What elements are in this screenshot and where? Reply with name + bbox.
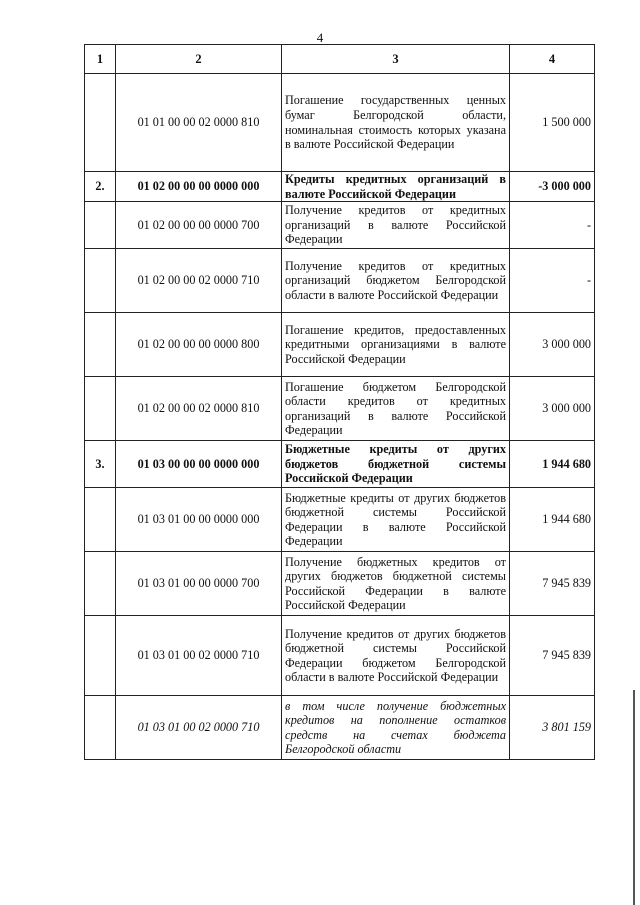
column-header-number: 1 xyxy=(85,45,116,74)
amount-cell: 3 000 000 xyxy=(510,377,595,441)
amount-cell: - xyxy=(510,202,595,249)
description-cell: Кредиты кредитных организаций в валюте Российской Федерации xyxy=(282,172,510,202)
table-row xyxy=(85,249,595,313)
row-number-cell xyxy=(85,488,116,552)
budget-code-cell: 01 03 00 00 00 0000 000 xyxy=(116,441,282,488)
column-header-amount: 4 xyxy=(510,45,595,74)
budget-code-cell: 01 03 01 00 00 0000 700 xyxy=(116,552,282,616)
budget-code-cell: 01 02 00 00 02 0000 710 xyxy=(116,249,282,313)
description-cell: Погашение государственных ценных бумаг Белгородской области, номинальная стоимость которых указана в валюте Российской Федерации xyxy=(282,74,510,172)
table-row xyxy=(85,441,595,488)
row-number-cell: 3. xyxy=(85,441,116,488)
amount-cell: 7 945 839 xyxy=(510,616,595,696)
amount-cell: 7 945 839 xyxy=(510,552,595,616)
table-body xyxy=(85,74,595,760)
scan-edge-mark xyxy=(633,690,635,905)
description-cell: Получение кредитов от других бюджетов бюджетной системы Российской Федерации бюджетом Белгородской области в валюте Российской Федерации xyxy=(282,616,510,696)
row-number-cell xyxy=(85,696,116,760)
row-number-cell xyxy=(85,202,116,249)
table-row xyxy=(85,377,595,441)
table-row xyxy=(85,74,595,172)
column-header-code: 2 xyxy=(116,45,282,74)
table-header-row xyxy=(85,45,595,74)
budget-code-cell: 01 03 01 00 02 0000 710 xyxy=(116,696,282,760)
row-number-cell xyxy=(85,377,116,441)
table-row xyxy=(85,202,595,249)
amount-cell: -3 000 000 xyxy=(510,172,595,202)
description-cell: Бюджетные кредиты от других бюджетов бюджетной системы Российской Федерации xyxy=(282,441,510,488)
budget-code-cell: 01 02 00 00 00 0000 700 xyxy=(116,202,282,249)
table-row xyxy=(85,313,595,377)
row-number-cell xyxy=(85,74,116,172)
table-row xyxy=(85,172,595,202)
row-number-cell: 2. xyxy=(85,172,116,202)
description-cell: Получение кредитов от кредитных организаций в валюте Российской Федерации xyxy=(282,202,510,249)
amount-cell: 3 801 159 xyxy=(510,696,595,760)
table-row xyxy=(85,552,595,616)
row-number-cell xyxy=(85,552,116,616)
table-row xyxy=(85,616,595,696)
page-number: 4 xyxy=(316,30,324,45)
description-cell: Получение бюджетных кредитов от других бюджетов бюджетной системы Российской Федерации в валюте Российской Федерации xyxy=(282,552,510,616)
amount-cell: - xyxy=(510,249,595,313)
budget-code-cell: 01 02 00 00 00 0000 800 xyxy=(116,313,282,377)
description-cell: в том числе получение бюджетных кредитов на пополнение остатков средств на счетах бюджета Белгородской области xyxy=(282,696,510,760)
budget-code-cell: 01 03 01 00 00 0000 000 xyxy=(116,488,282,552)
row-number-cell xyxy=(85,616,116,696)
column-header-description: 3 xyxy=(282,45,510,74)
amount-cell: 3 000 000 xyxy=(510,313,595,377)
amount-cell: 1 500 000 xyxy=(510,74,595,172)
table-row xyxy=(85,488,595,552)
amount-cell: 1 944 680 xyxy=(510,441,595,488)
description-cell: Получение кредитов от кредитных организаций бюджетом Белгородской области в валюте Российской Федерации xyxy=(282,249,510,313)
budget-code-cell: 01 01 00 00 02 0000 810 xyxy=(116,74,282,172)
description-cell: Погашение кредитов, предоставленных кредитными организациями в валюте Российской Федерации xyxy=(282,313,510,377)
table-row xyxy=(85,696,595,760)
budget-code-cell: 01 03 01 00 02 0000 710 xyxy=(116,616,282,696)
row-number-cell xyxy=(85,313,116,377)
description-cell: Погашение бюджетом Белгородской области кредитов от кредитных организаций в валюте Российской Федерации xyxy=(282,377,510,441)
row-number-cell xyxy=(85,249,116,313)
amount-cell: 1 944 680 xyxy=(510,488,595,552)
description-cell: Бюджетные кредиты от других бюджетов бюджетной системы Российской Федерации в валюте Российской Федерации xyxy=(282,488,510,552)
budget-sources-table xyxy=(84,44,595,760)
budget-code-cell: 01 02 00 00 00 0000 000 xyxy=(116,172,282,202)
budget-code-cell: 01 02 00 00 02 0000 810 xyxy=(116,377,282,441)
